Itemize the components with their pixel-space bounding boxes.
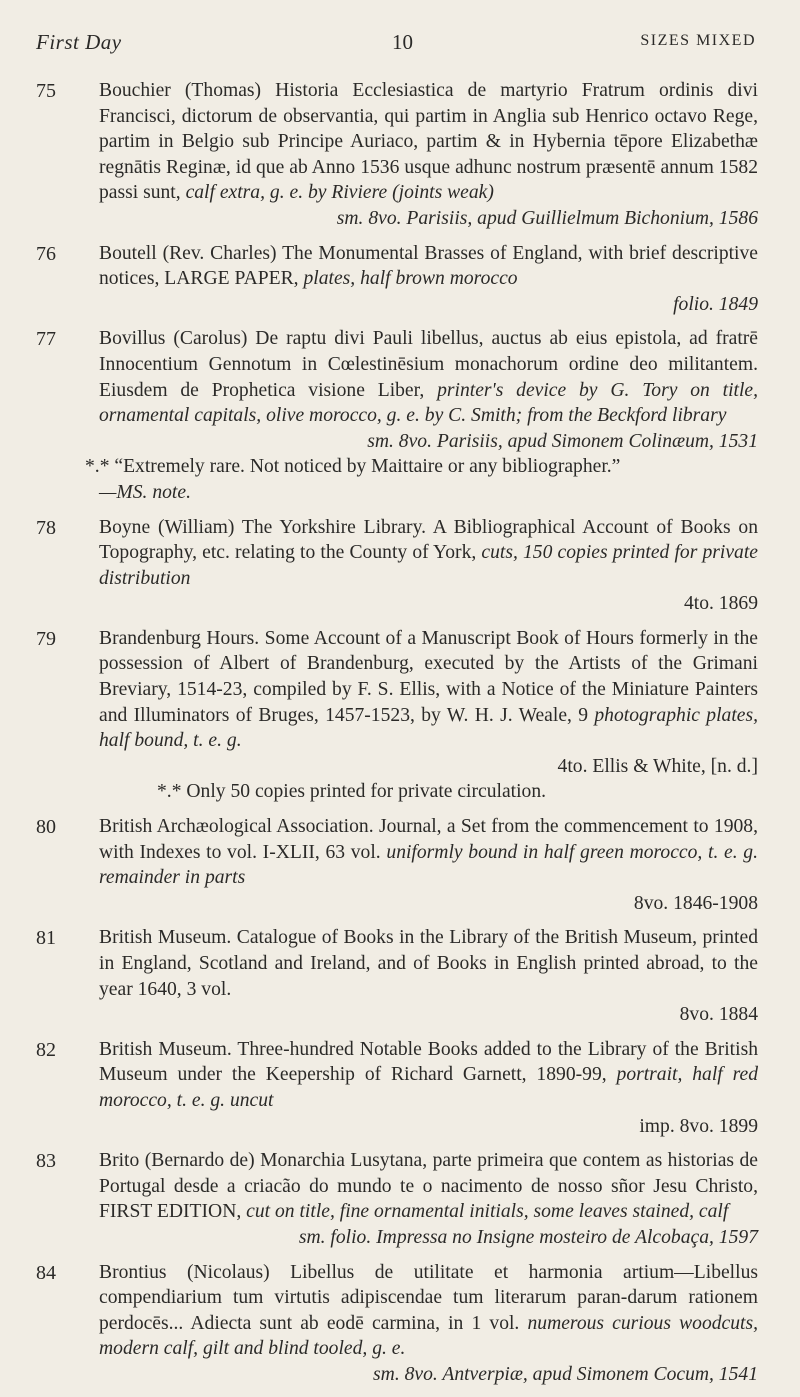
lot-number: 77 — [36, 328, 56, 351]
lot-imprint: 4to. 1869 — [683, 593, 758, 615]
lot-description — [99, 241, 758, 318]
lot-number: 83 — [36, 1150, 56, 1173]
lot-entry — [36, 814, 758, 916]
lot-binding: cut on title, fine ornamental initials, some leaves stained, calf — [246, 1201, 729, 1223]
lot-note-source: —MS. note. — [99, 481, 191, 503]
lot-entry — [36, 78, 758, 232]
page-header — [36, 24, 756, 60]
lot-binding: calf extra, g. e. by Riviere (joints weak) — [185, 182, 494, 204]
lot-binding: cuts, 150 copies printed for private distribution — [99, 542, 758, 589]
page-number: 10 — [392, 30, 413, 54]
lot-entry — [36, 241, 758, 318]
lot-entry — [36, 1260, 758, 1388]
lot-number: 80 — [36, 816, 56, 839]
lot-imprint: sm. 8vo. Antverpiæ, apud Simonem Cocum, 1541 — [373, 1363, 758, 1385]
lot-imprint: 8vo. 1846-1908 — [633, 892, 758, 914]
lot-title: British Museum. Catalogue of Books in the Library of the British Museum, printed in England, Scotland and Ireland, and of Books in English printed abroad, to the year 1640, 3 vol. — [99, 927, 758, 1000]
lot-binding: photographic plates, half bound, t. e. g. — [99, 704, 758, 752]
header-section: SIZES MIXED — [640, 32, 756, 49]
lot-number: 79 — [36, 627, 56, 650]
lot-imprint: sm. folio. Impressa no Insigne mosteiro de Alcobaça, 1597 — [298, 1226, 758, 1248]
lot-title: British Archæological Association. Journal, a Set from the commencement to 1908, with Indexes to vol. I-XLII, 63 vol. — [99, 816, 758, 863]
lot-number: 81 — [36, 927, 56, 950]
lot-imprint: 8vo. 1884 — [679, 1004, 758, 1026]
lot-imprint: folio. 1849 — [673, 293, 758, 315]
lot-entry — [36, 1037, 758, 1139]
lot-imprint: sm. 8vo. Parisiis, apud Simonem Colinæum, 1531 — [367, 430, 758, 452]
lot-imprint: imp. 8vo. 1899 — [639, 1115, 758, 1137]
lot-title: Bovillus (Carolus) De raptu divi Pauli libellus, auctus ab eius epistola, ad fratrē Innocentium Gennotum in Cœlestinēsium monachorum ordine deo militantem. Eiusdem de Prophetica visione Liber, — [99, 328, 758, 401]
lot-title: Bouchier (Thomas) Historia Ecclesiastica de martyrio Fratrum ordinis divi Francisci, dictorum de observantia, qui partim in Anglia sub Henrico octavo Rege, partim in Belgio sub Principe Auriaco, partim & in Hybernia tēpore Elizabethæ regnātis Reginæ, id que ab Anno 1536 usque adhunc nostrum præsentē annum 1582 passi sunt, — [99, 80, 758, 204]
lot-binding: uniformly bound in half green morocco, t. e. g. remainder in parts — [99, 841, 759, 889]
lot-description — [99, 1148, 758, 1250]
lot-entry — [36, 1148, 758, 1250]
lot-description — [99, 1037, 758, 1139]
lot-description — [99, 626, 758, 805]
lot-list — [36, 78, 758, 1397]
lot-title: British Museum. Three-hundred Notable Books added to the Library of the British Museum under the Keepership of Richard Garnett, 1890-99, — [99, 1038, 758, 1086]
lot-number: 84 — [36, 1261, 56, 1284]
lot-description — [99, 925, 758, 1027]
lot-title: Boyne (William) The Yorkshire Library. A Bibliographical Account of Books on Topography, etc. relating to the County of York, — [99, 516, 758, 564]
lot-number: 76 — [36, 242, 56, 265]
lot-binding: portrait, half red morocco, t. e. g. uncut — [99, 1064, 758, 1111]
lot-description — [99, 78, 758, 232]
lot-title: Brontius (Nicolaus) Libellus de utilitate et harmonia artium—Libellus compendiarium tum virtutis adipiscendae tum literarum paran-darum rationem perdocēs... Adiecta sunt ab eodē carmina, in 1 vol. — [99, 1261, 758, 1334]
lot-description — [85, 326, 759, 505]
lot-imprint: 4to. Ellis & White, [n. d.] — [557, 755, 758, 777]
header-sale-day: First Day — [36, 30, 122, 54]
lot-entry — [36, 326, 758, 505]
lot-title: Brito (Bernardo de) Monarchia Lusytana, parte primeira que contem as historias de Portugal desde a criacão do mundo te o nacimento de nosso sñor Jesu Christo, FIRST EDITION, — [99, 1150, 758, 1223]
lot-binding: printer's device by G. Tory on title, ornamental capitals, olive morocco, g. e. by C. Smith; from the Beckford library — [99, 379, 759, 427]
lot-number: 75 — [36, 80, 56, 102]
lot-binding: plates, half brown morocco — [303, 268, 518, 290]
lot-number: 78 — [36, 516, 56, 539]
lot-note: *.* “Extremely rare. Not noticed by Maittaire or any bibliographer.” — [85, 456, 621, 478]
lot-title: Boutell (Rev. Charles) The Monumental Brasses of England, with brief descriptive notices, LARGE PAPER, — [99, 242, 758, 290]
lot-number: 82 — [36, 1038, 56, 1061]
lot-entry — [36, 626, 758, 805]
lot-description — [99, 1260, 758, 1388]
lot-description — [99, 814, 758, 916]
lot-title: Brandenburg Hours. Some Account of a Manuscript Book of Hours formerly in the possession of Albert of Brandenburg, executed by the Artists of the Grimani Breviary, 1514-23, compiled by F. S. Ellis, with a Notice of the Miniature Painters and Illuminators of Bruges, 1457-1523, by W. H. J. Weale, 9 — [99, 627, 758, 726]
lot-entry — [36, 925, 758, 1027]
lot-description — [99, 515, 758, 617]
lot-binding: numerous curious woodcuts, modern calf, gilt and blind tooled, g. e. — [99, 1312, 759, 1360]
lot-imprint: sm. 8vo. Parisiis, apud Guillielmum Bichonium, 1586 — [336, 207, 758, 229]
lot-note: *.* Only 50 copies printed for private circulation. — [157, 781, 547, 803]
lot-entry — [36, 515, 758, 617]
